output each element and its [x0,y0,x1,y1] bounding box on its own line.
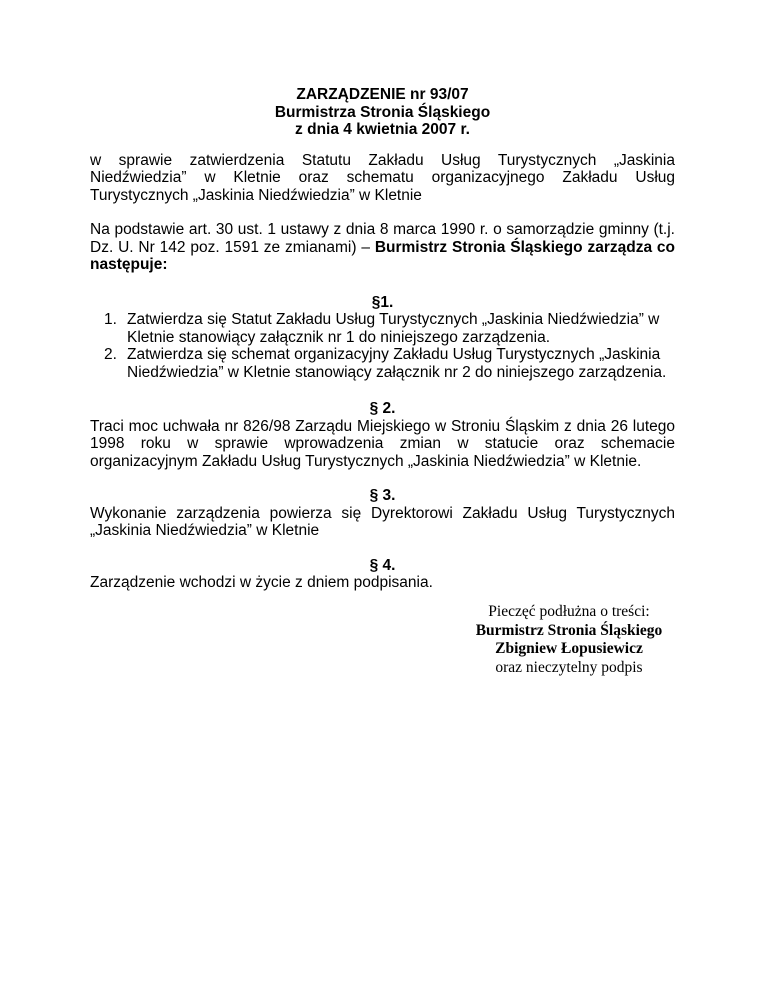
list-item-number: 2. [104,346,117,363]
list-item [90,311,675,346]
list-item-text: Zatwierdza się schemat organizacyjny Zakładu Usług Turystycznych „Jaskinia Niedźwiedzia” w Kletnie stanowiący załącznik nr 2 do niniejszego zarządzenia. [127,346,667,381]
issuing-authority: Burmistrza Stronia Śląskiego [274,103,491,121]
document-heading [90,86,675,139]
section-2-title: § 2. [369,400,396,417]
list-item [90,346,675,381]
legal-basis-bold: Burmistrz Stronia Śląskiego zarządza co następuje: [90,238,675,273]
ordinance-subject: w sprawie zatwierdzenia Statutu Zakładu Usług Turystycznych „Jaskinia Niedźwiedzia” w Kletnie oraz schematu organizacyjnego Zakładu Usług Turystycznych „Jaskinia Niedźwiedzia” w Kletnie [90,151,675,204]
document-page [90,86,675,592]
section-4-text: Zarządzenie wchodzi w życie z dniem podpisania. [90,574,433,591]
stamp-authority: Burmistrz Stronia Śląskiego [475,621,663,639]
legal-basis [90,221,675,274]
legal-basis-text: Na podstawie art. 30 ust. 1 ustawy z dnia 8 marca 1990 r. o samorządzie gminny (t.j. Dz. U. Nr 142 poz. 1591 ze zmianami) – [90,221,675,256]
section-1-title: §1. [371,293,394,311]
section-3-text: Wykonanie zarządzenia powierza się Dyrektorowi Zakładu Usług Turystycznych „Jaskinia Niedźwiedzia” w Kletnie [90,504,675,539]
ordinance-date: z dnia 4 kwietnia 2007 r. [295,121,470,138]
list-item-number: 1. [104,311,117,328]
section-3-title: § 3. [369,487,396,504]
stamp-signature-note: oraz nieczytelny podpis [495,658,643,676]
list-item-text: Zatwierdza się Statut Zakładu Usług Turystycznych „Jaskinia Niedźwiedzia” w Kletnie stanowiący załącznik nr 1 do niniejszego zarządzenia. [127,311,660,346]
section-1-list [90,311,675,381]
ordinance-number: ZARZĄDZENIE nr 93/07 [296,86,469,103]
stamp-note [456,603,682,677]
section-4-title: § 4. [369,556,396,574]
stamp-signatory: Zbigniew Łopusiewicz [495,640,643,657]
section-2-text: Traci moc uchwała nr 826/98 Zarządu Miejskiego w Stroniu Śląskim z dnia 26 lutego 1998 roku w sprawie wprowadzenia zmian w statucie oraz schemacie organizacyjnym Zakładu Usług Turystycznych „Jaskinia Niedźwiedzia” w Kletnie. [90,417,675,470]
stamp-intro: Pieczęć podłużna o treści: [488,603,650,620]
